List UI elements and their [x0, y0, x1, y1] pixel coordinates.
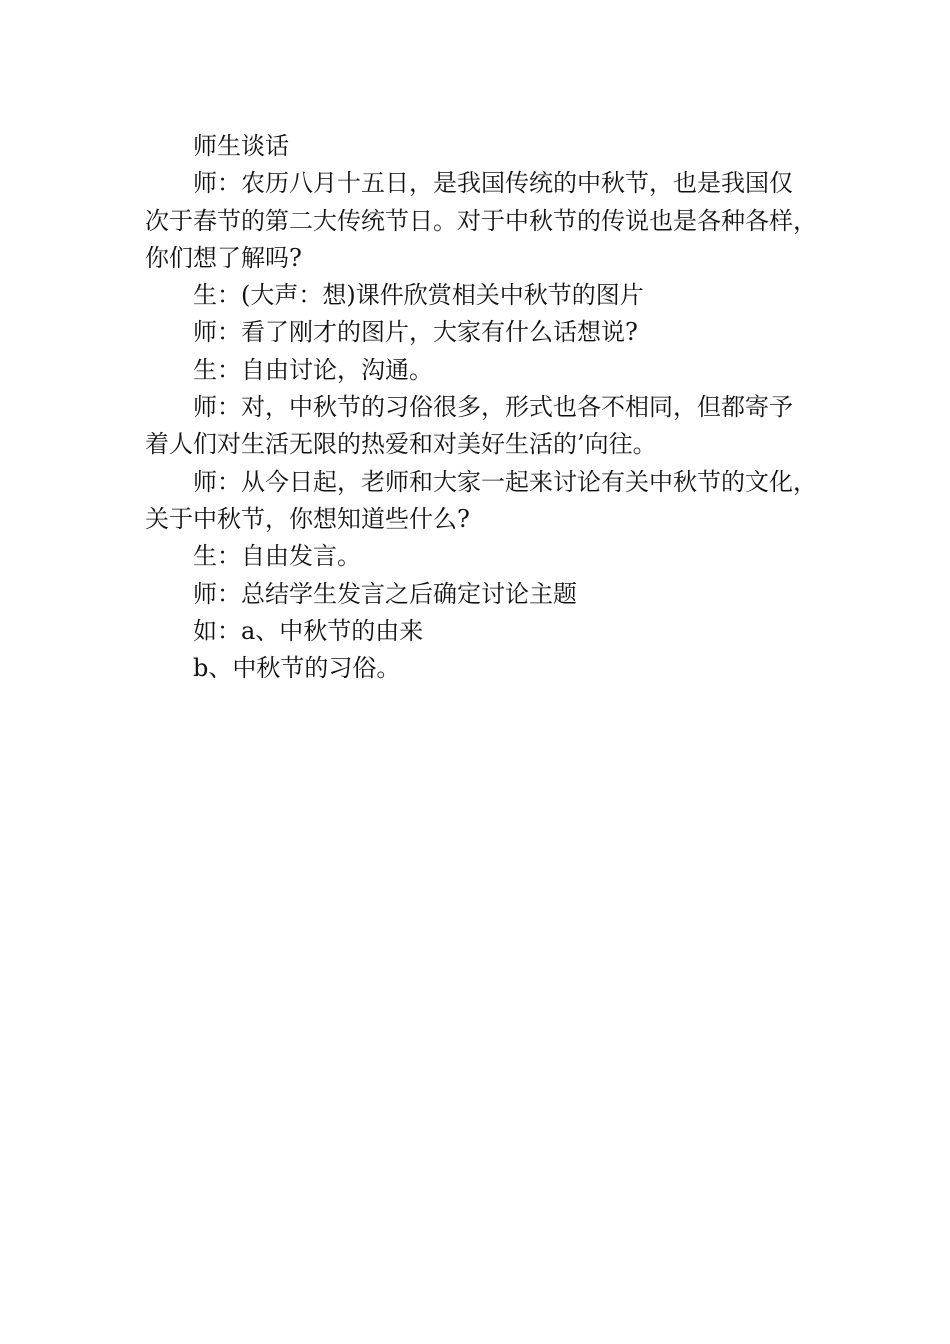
document-body — [145, 128, 835, 687]
text-line: 生：自由发言。 — [193, 542, 361, 571]
text-line: 次于春节的第二大传统节日。对于中秋节的传说也是各种各样， — [145, 206, 817, 235]
text-line: 生：自由讨论，沟通。 — [193, 355, 433, 384]
text-line: b、中秋节的习俗。 — [193, 654, 401, 683]
text-line: 生：(大声：想)课件欣赏相关中秋节的图片 — [193, 281, 644, 310]
text-line: 着人们对生活无限的热爱和对美好生活的’向往。 — [145, 430, 657, 459]
paragraph-heading: 师生谈话 — [193, 132, 289, 160]
text-line: 如：a、中秋节的由来 — [193, 616, 424, 645]
text-line: 师：农历八月十五日，是我国传统的中秋节，也是我国仅 — [193, 169, 793, 198]
text-line: 你们想了解吗? — [145, 243, 302, 272]
text-line: 关于中秋节，你想知道些什么? — [145, 504, 470, 533]
text-line: 师：总结学生发言之后确定讨论主题 — [193, 579, 577, 608]
text-line: 师：从今日起，老师和大家一起来讨论有关中秋节的文化， — [193, 467, 817, 496]
text-line: 师：看了刚才的图片，大家有什么话想说? — [193, 318, 638, 347]
text-line: 师：对，中秋节的习俗很多，形式也各不相同，但都寄予 — [193, 393, 793, 422]
